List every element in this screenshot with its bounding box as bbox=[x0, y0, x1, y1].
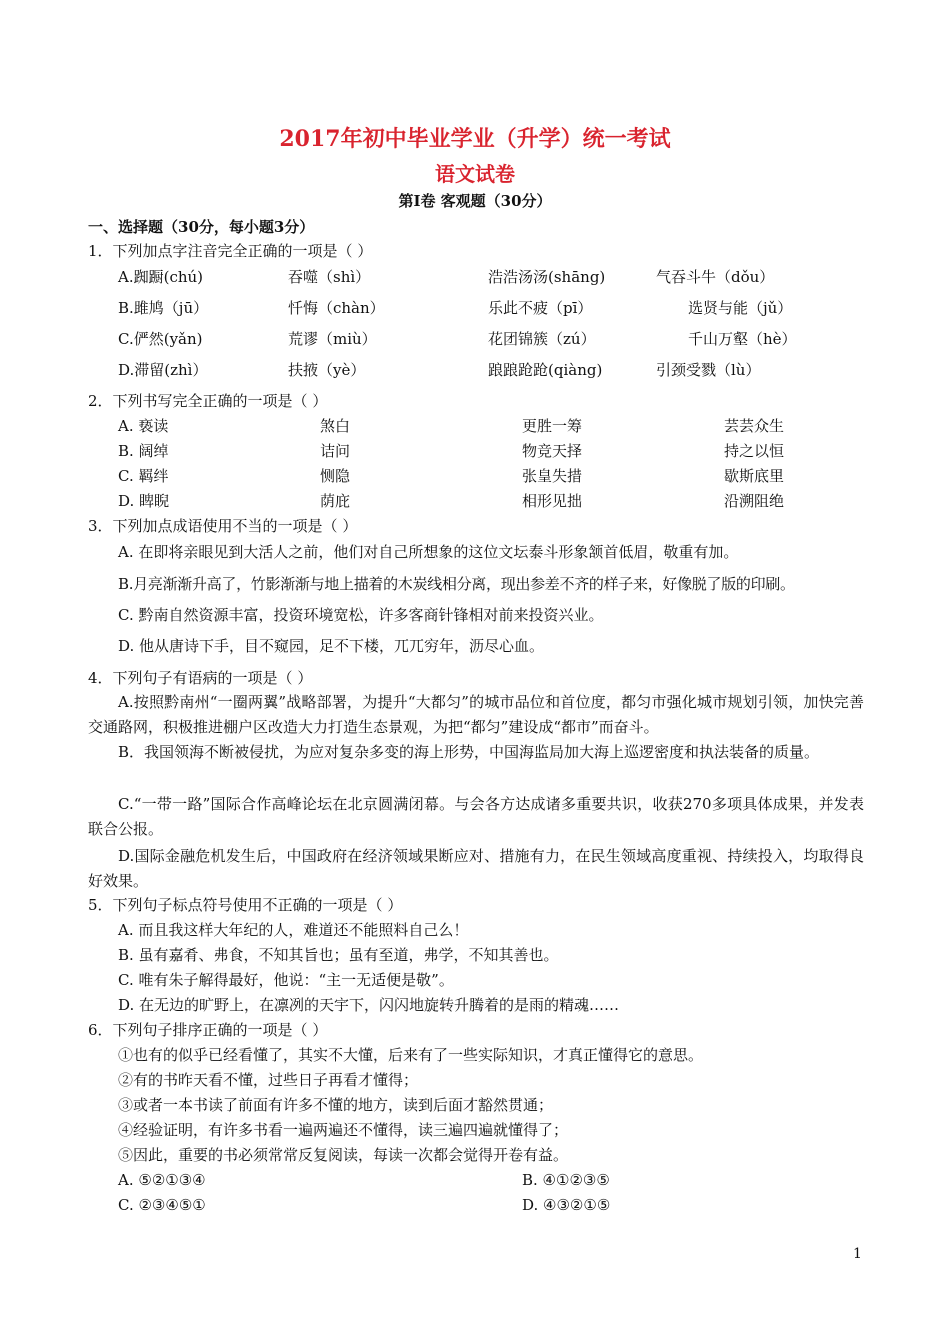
q2-a-4: 芸芸众生 bbox=[724, 417, 785, 435]
q3-stem: 3．下列加点成语使用不当的一项是（ ） bbox=[88, 517, 358, 535]
q1-c-3: 花团锦簇（zú） bbox=[488, 330, 596, 348]
q1-c-4: 千山万壑（hè） bbox=[688, 330, 797, 348]
q1-b-1: B.雎鸠（jū） bbox=[118, 299, 209, 317]
q5-option-a: A. 而且我这样大年纪的人，难道还不能照料自己么！ bbox=[118, 921, 469, 939]
q2-a-2: 煞白 bbox=[320, 417, 351, 435]
q1-a-2: 吞噬（shì） bbox=[288, 268, 371, 286]
q1-b-2: 忏悔（chàn） bbox=[288, 299, 385, 317]
q5-option-b: B. 虽有嘉肴、弗食，不知其旨也；虽有至道，弗学，不知其善也。 bbox=[118, 946, 559, 964]
q1-d-3: 踉踉跄跄(qiàng) bbox=[488, 361, 603, 379]
q4-stem: 4．下列句子有语病的一项是（ ） bbox=[88, 669, 313, 687]
q1-c-1: C.俨然(yǎn) bbox=[118, 330, 203, 348]
q1-a-1: A.踟蹰(chú) bbox=[118, 268, 204, 286]
q6-sentence-1: ①也有的似乎已经看懂了，其实不大懂，后来有了一些实际知识，才真正懂得它的意思。 bbox=[118, 1046, 704, 1064]
q3-option-d: D. 他从唐诗下手，目不窥园，足不下楼，兀兀穷年，沥尽心血。 bbox=[118, 637, 545, 655]
q1-b-3: 乐此不疲（pī） bbox=[488, 299, 593, 317]
q6-choice-c: C. ②③④⑤① bbox=[118, 1196, 206, 1214]
q1-stem: 1．下列加点字注音完全正确的一项是（ ） bbox=[88, 242, 373, 260]
q4-option-b: B．我国领海不断被侵扰，为应对复杂多变的海上形势，中国海监局加大海上巡逻密度和执法装备的质量。 bbox=[118, 743, 820, 761]
q2-c-4: 歇斯底里 bbox=[724, 467, 785, 485]
exam-subject: 语文试卷 bbox=[435, 162, 515, 186]
q2-stem: 2．下列书写完全正确的一项是（ ） bbox=[88, 392, 328, 410]
q6-choice-d: D. ④③②①⑤ bbox=[522, 1196, 611, 1214]
q3-option-b: B.月亮渐渐升高了，竹影渐渐与地上描着的木炭线相分离，现出参差不齐的样子来，好像脱了版的印刷。 bbox=[118, 575, 795, 593]
q4-option-c: C.“一带一路”国际合作高峰论坛在北京圆满闭幕。与会各方达成诸多重要共识，收获270多项具体成果，并发表联合公报。 bbox=[88, 795, 864, 838]
q5-stem: 5．下列句子标点符号使用不正确的一项是（ ） bbox=[88, 896, 403, 914]
q6-choice-a: A. ⑤②①③④ bbox=[118, 1171, 206, 1189]
q2-a-1: A. 亵读 bbox=[118, 417, 169, 435]
q2-d-4: 沿溯阻绝 bbox=[724, 492, 785, 510]
page-number: 1 bbox=[853, 1246, 862, 1262]
q1-a-3: 浩浩汤汤(shāng) bbox=[488, 268, 606, 286]
q2-d-2: 荫庇 bbox=[320, 492, 351, 510]
q3-option-c: C. 黔南自然资源丰富，投资环境宽松，许多客商针锋相对前来投资兴业。 bbox=[118, 606, 604, 624]
q1-a-4: 气吞斗牛（dǒu） bbox=[656, 268, 775, 286]
q2-b-2: 诘问 bbox=[320, 442, 351, 460]
q6-sentence-4: ④经验证明，有许多书看一遍两遍还不懂得，读三遍四遍就懂得了； bbox=[118, 1121, 569, 1139]
q1-d-4: 引颈受戮（lù） bbox=[656, 361, 761, 379]
q3-option-a: A. 在即将亲眼见到大活人之前，他们对自己所想象的这位文坛泰斗形象颔首低眉，敬重有加。 bbox=[118, 543, 739, 561]
q2-c-2: 恻隐 bbox=[320, 467, 351, 485]
section-heading: 一、选择题（30分，每小题3分） bbox=[88, 218, 315, 236]
q2-b-3: 物竞天择 bbox=[522, 442, 583, 460]
q1-d-2: 扶掖（yè） bbox=[288, 361, 366, 379]
q1-d-1: D.滞留(zhì） bbox=[118, 361, 208, 379]
q6-stem: 6．下列句子排序正确的一项是（ ） bbox=[88, 1021, 328, 1039]
q6-choice-b: B. ④①②③⑤ bbox=[522, 1171, 610, 1189]
exam-title: 2017年初中毕业学业（升学）统一考试 bbox=[279, 126, 671, 152]
q5-option-c: C. 唯有朱子解得最好，他说：“主一无适便是敬”。 bbox=[118, 971, 454, 989]
q6-sentence-5: ⑤因此，重要的书必须常常反复阅读，每读一次都会觉得开卷有益。 bbox=[118, 1146, 569, 1164]
part-heading: 第Ⅰ卷 客观题（30分） bbox=[398, 192, 552, 210]
q4-option-d: D.国际金融危机发生后，中国政府在经济领域果断应对、措施有力，在民生领域高度重视、持续投入，均取得良好效果。 bbox=[88, 847, 864, 890]
q2-c-3: 张皇失措 bbox=[522, 467, 583, 485]
q2-c-1: C. 羁绊 bbox=[118, 467, 169, 485]
q1-c-2: 荒谬（miù） bbox=[288, 330, 377, 348]
q2-d-1: D. 睥睨 bbox=[118, 492, 170, 510]
q6-sentence-2: ②有的书昨天看不懂，过些日子再看才懂得； bbox=[118, 1071, 419, 1089]
q2-d-3: 相形见拙 bbox=[522, 492, 583, 510]
q2-a-3: 更胜一筹 bbox=[522, 417, 583, 435]
q2-b-1: B. 阔绰 bbox=[118, 442, 169, 460]
q5-option-d: D. 在无边的旷野上，在凛冽的天宇下，闪闪地旋转升腾着的是雨的精魂…… bbox=[118, 996, 620, 1014]
q2-b-4: 持之以恒 bbox=[724, 442, 785, 460]
q1-b-4: 选贤与能（jǔ） bbox=[688, 299, 793, 317]
q4-option-a: A.按照黔南州“一圈两翼”战略部署，为提升“大都匀”的城市品位和首位度，都匀市强化城市规划引领，加快完善交通路网，积极推进棚户区改造大力打造生态景观，为把“都匀”建设成“都市”而奋斗。 bbox=[88, 693, 864, 736]
q6-sentence-3: ③或者一本书读了前面有许多不懂的地方，读到后面才豁然贯通； bbox=[118, 1096, 554, 1114]
